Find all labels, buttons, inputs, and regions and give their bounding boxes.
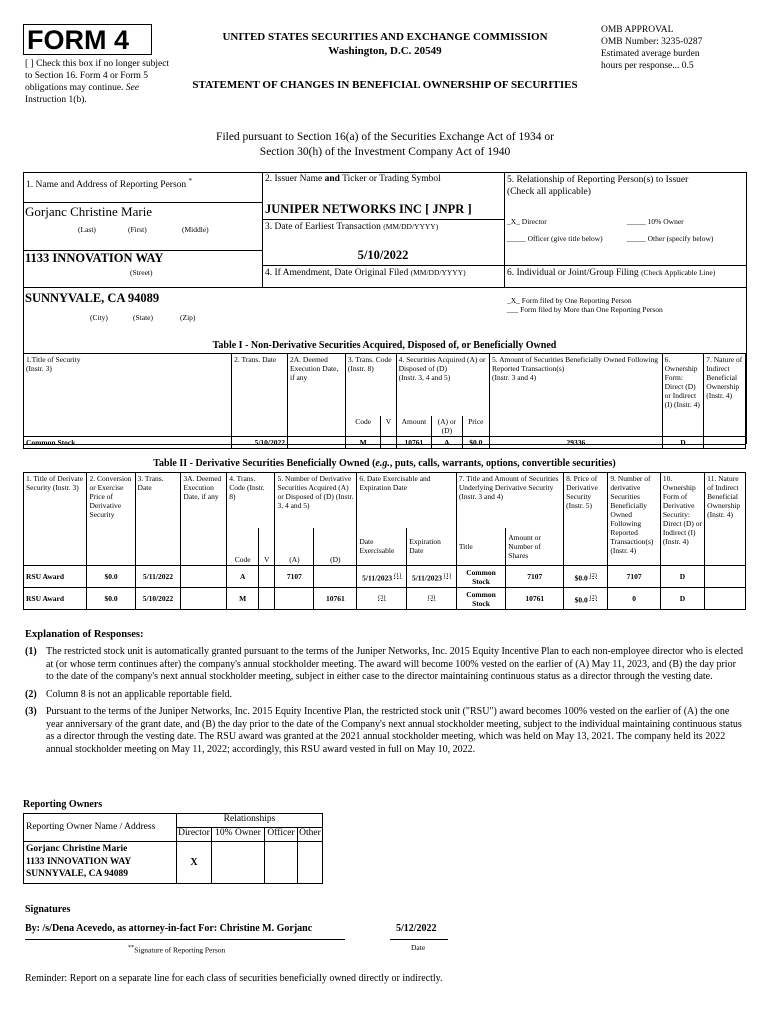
t1-row-form: D: [662, 436, 704, 448]
t2-h-price: 8. Price of Derivative Security (Instr. 5): [564, 473, 608, 566]
t2-h-number: 5. Number of Derivative Securities Acquired (A) or Disposed of (D) (Instr. 3, 4 and 5): [275, 473, 357, 528]
street-label: (Street): [130, 268, 153, 277]
form-title: FORM 4: [27, 25, 130, 55]
t2-h-exercisable: 6. Date Exercisable and Expiration Date: [357, 473, 457, 528]
t2-r2-price: $0.0 $^{(2)}$: [564, 588, 608, 610]
table1: [23, 353, 746, 449]
t2-h-code-sub: Code: [227, 528, 259, 566]
box5-label: 5. Relationship of Reporting Person(s) to Issuer (Check all applicable): [507, 175, 689, 197]
t2-h-form: 10. Ownership Form of Derivative Security: Direct (D) or Indirect (I) (Instr. 4): [660, 473, 704, 566]
owner-ten-mark: [212, 842, 265, 884]
t1-h-code-sub: Code: [345, 416, 381, 437]
t2-h-title: 1. Title of Derivate Security (Instr. 3): [24, 473, 87, 566]
table2: [23, 472, 746, 610]
table-row: [24, 842, 323, 884]
t1-h-price: Price: [462, 416, 489, 437]
other-header: Other: [298, 828, 323, 842]
t1-h-v-sub: V: [381, 416, 396, 437]
filed-by-more: ___ Form filed by More than One Reporting Person: [507, 305, 663, 314]
t1-row-nature: [704, 436, 746, 448]
t1-h-acquired: 4. Securities Acquired (A) or Disposed of (D) (Instr. 3, 4 and 5): [396, 354, 489, 416]
ten-pct-header: 10% Owner: [212, 828, 265, 842]
last-label: (Last): [78, 225, 96, 234]
t2-r2-code: M: [227, 588, 259, 610]
reporting-person-name: Gorjanc Christine Marie: [25, 204, 153, 219]
box2-label: 2. Issuer Name and Ticker or Trading Symbol: [265, 174, 441, 184]
date-label: Date: [411, 943, 426, 952]
t2-r1-owned: 7107: [608, 566, 661, 588]
explanation-list: [25, 646, 745, 756]
earliest-transaction-date: 5/10/2022: [357, 248, 409, 262]
owner-address: Gorjanc Christine Marie 1133 INNOVATION WAY SUNNYVALE, CA 94089: [24, 842, 177, 884]
zip-label: (Zip): [180, 313, 196, 322]
t2-r1-amt: 7107: [506, 566, 564, 588]
statement-title: STATEMENT OF CHANGES IN BENEFICIAL OWNERSHIP OF SECURITIES: [192, 79, 578, 91]
owner-officer-mark: [265, 842, 298, 884]
t2-r1-d: [314, 566, 357, 588]
state-label: (State): [133, 313, 153, 322]
t2-r1-ttl: Common Stock: [456, 566, 505, 588]
street-address: 1133 INNOVATION WAY: [25, 251, 164, 265]
t1-row-code: M: [345, 436, 381, 448]
t2-r2-date: 5/10/2022: [135, 588, 181, 610]
form-title-box: [23, 24, 152, 55]
officer-check: _____ Officer (give title below): [507, 234, 603, 243]
owner-name-header: Reporting Owner Name / Address: [24, 814, 177, 842]
footnote-1: (1) The restricted stock unit is automatically granted pursuant to the terms of the Juniper Networks, Inc. 2015 Equity Incentive Plan to each non-employee director who is elected at (or whose term continues after) the company's annual stockholder meeting. The award will become 100% vested on the earlier of (A) May 11, 2023, and (B) the day prior to the date of the company's next annual stockholder meeting, subject in either case to the director maintaining continuous status as a director through the vesting date.: [25, 646, 744, 682]
other-check: _____ Other (specify below): [627, 234, 714, 243]
t2-r2-title: RSU Award: [24, 588, 87, 610]
ten-pct-owner-check: _____ 10% Owner: [627, 217, 684, 226]
signatures-title: Signatures: [25, 904, 71, 915]
owner-other-mark: [298, 842, 323, 884]
t2-h-amt: Amount or Number of Shares: [506, 528, 564, 566]
t1-h-owned: 5. Amount of Securities Beneficially Owned Following Reported Transaction(s) (Instr. 3 and 4): [490, 354, 663, 437]
t2-r2-deemed: [181, 588, 227, 610]
t2-h-code: 4. Trans. Code (Instr. 8): [227, 473, 275, 528]
footnote-2: (2) Column 8 is not an applicable reportable field.: [25, 688, 233, 700]
t1-h-nature: 7. Nature of Indirect Beneficial Ownership (Instr. 4): [704, 354, 746, 437]
table-row: [24, 436, 746, 448]
t2-r2-d: 10761: [314, 588, 357, 610]
t1-h-date: 2. Trans. Date: [232, 354, 288, 437]
signature-date: 5/12/2022: [396, 923, 437, 934]
director-header: Director: [177, 828, 212, 842]
t1-row-price: $0.0: [462, 436, 489, 448]
t2-r2-nature: [705, 588, 746, 610]
signature-label: **Signature of Reporting Person: [128, 944, 226, 955]
t2-r2-v: [259, 588, 275, 610]
t1-h-code: 3. Trans. Code (Instr. 8): [345, 354, 396, 416]
t1-row-deemed: [288, 436, 346, 448]
t2-r2-conv: $0.0: [87, 588, 135, 610]
t2-h-v-sub: V: [259, 528, 275, 566]
relationships-header: Relationships: [177, 814, 323, 828]
signature-by: By: /s/Dena Acevedo, as attorney-in-fact For: Christine M. Gorjanc: [25, 923, 313, 934]
t2-r1-form: D: [660, 566, 704, 588]
t1-row-owned: 29336: [490, 436, 663, 448]
reporting-owners-table: [23, 813, 323, 884]
t2-h-a: (A): [275, 528, 314, 566]
omb-hours: hours per response... 0.5: [601, 61, 694, 71]
table-row: [24, 566, 746, 588]
t2-r2-ex: (3): [357, 588, 407, 610]
table2-title: Table II - Derivative Securities Beneficially Owned (e.g., puts, calls, warrants, options, convertible securities): [153, 458, 616, 469]
t2-h-underlying: 7. Title and Amount of Securities Underlying Derivative Security (Instr. 3 and 4): [456, 473, 563, 528]
t2-r1-exp: 5/11/2023 $^{(1)}$: [407, 566, 457, 588]
table1-title: Table I - Non-Derivative Securities Acquired, Disposed of, or Beneficially Owned: [212, 340, 557, 351]
t2-h-date: 3. Trans. Date: [135, 473, 181, 566]
t2-r2-amt: 10761: [506, 588, 564, 610]
filed-by-one: _X_ Form filed by One Reporting Person: [507, 296, 632, 305]
t2-r2-ttl: Common Stock: [456, 588, 505, 610]
t2-r1-deemed: [181, 566, 227, 588]
issuer-name: JUNIPER NETWORKS INC [ JNPR ]: [265, 202, 472, 216]
t2-r1-date: 5/11/2022: [135, 566, 181, 588]
t2-r2-a: [275, 588, 314, 610]
t1-h-aod: (A) or (D): [432, 416, 462, 437]
t2-h-d: (D): [314, 528, 357, 566]
omb-number: OMB Number: 3235-0287: [601, 37, 703, 47]
t1-h-title: 1.Title of Security (Instr. 3): [24, 354, 232, 437]
box3-label: 3. Date of Earliest Transaction (MM/DD/YYYY): [265, 222, 439, 232]
explanation-title: Explanation of Responses:: [25, 629, 144, 640]
t2-r2-form: D: [660, 588, 704, 610]
omb-box: [601, 24, 751, 72]
box6-label: 6. Individual or Joint/Group Filing (Check Applicable Line): [507, 268, 716, 278]
footnote-3: (3) Pursuant to the terms of the Juniper Networks, Inc. 2015 Equity Incentive Plan, the restricted stock unit ("RSU") award becomes 100% vested on the earlier of (A) the one year anniversary of the grant date, and (B) the day prior to the date of the Company's next annual stockholder meeting, subject to the individual maintaining continuous status as a director through the vesting date. The RSU award was granted at the 2021 annual stockholder meeting, which was held on May 13, 2021. The company held its 2022 annual stockholder meeting on May 11, 2022; accordingly, this RSU award vested in full on May 10, 2022.: [25, 706, 742, 755]
director-check: _X_ Director: [507, 217, 547, 226]
commission-city: Washington, D.C. 20549: [328, 45, 442, 57]
t1-row-v: [381, 436, 396, 448]
t2-r2-exp: (3): [407, 588, 457, 610]
t2-h-date-ex: Date Exercisable: [357, 528, 407, 566]
officer-header: Officer: [265, 828, 298, 842]
first-label: (First): [128, 225, 147, 234]
t2-r1-a: 7107: [275, 566, 314, 588]
omb-approval: OMB APPROVAL: [601, 25, 674, 35]
reminder-text: Reminder: Report on a separate line for each class of securities beneficially owned directly or indirectly.: [25, 973, 443, 984]
t1-h-amount: Amount: [396, 416, 432, 437]
t2-h-deemed: 3A. Deemed Execution Date, if any: [181, 473, 227, 566]
t2-r1-price: $0.0 $^{(2)}$: [564, 566, 608, 588]
t1-row-amount: 10761: [396, 436, 432, 448]
omb-burden: Estimated average burden: [601, 49, 700, 59]
t1-row-title: Common Stock: [24, 436, 232, 448]
t2-r1-v: [259, 566, 275, 588]
city-label: (City): [90, 313, 108, 322]
t2-r1-code: A: [227, 566, 259, 588]
commission-name: UNITED STATES SECURITIES AND EXCHANGE COMMISSION: [222, 31, 548, 43]
t2-r1-ex: 5/11/2023 $^{(1)}$: [357, 566, 407, 588]
reporting-owners-title: Reporting Owners: [23, 799, 103, 810]
t2-h-conv: 2. Conversion or Exercise Price of Derivative Security: [87, 473, 135, 566]
box1-label: 1. Name and Address of Reporting Person *: [26, 177, 193, 191]
t2-r1-nature: [705, 566, 746, 588]
t1-row-date: 5/10/2022: [232, 436, 288, 448]
t2-h-exp: Expiration Date: [407, 528, 457, 566]
t1-row-aod: A: [432, 436, 462, 448]
t2-r2-owned: 0: [608, 588, 661, 610]
table-row: [24, 588, 746, 610]
city-state-zip: SUNNYVALE, CA 94089: [25, 291, 160, 305]
checkbox-text: [ ] Check this box if no longer subject to Section 16. Form 4 or Form 5 obligations may continue. See Instruction 1(b).: [25, 59, 170, 105]
t2-h-owned: 9. Number of derivative Securities Beneficially Owned Following Reported Transaction(s) (Instr. 4): [608, 473, 661, 566]
owner-director-mark: X: [177, 842, 212, 884]
filed-line-2: Section 30(h) of the Investment Company Act of 1940: [259, 146, 511, 158]
t1-h-form: 6. Ownership Form: Direct (D) or Indirect (I) (Instr. 4): [662, 354, 704, 437]
t2-h-ttl: Title: [456, 528, 505, 566]
t1-h-deemed: 2A. Deemed Execution Date, if any: [288, 354, 346, 437]
t2-r1-title: RSU Award: [24, 566, 87, 588]
middle-label: (Middle): [182, 225, 209, 234]
box4-label: 4. If Amendment, Date Original Filed (MM/DD/YYYY): [265, 268, 466, 278]
filed-line-1: Filed pursuant to Section 16(a) of the Securities Exchange Act of 1934 or: [216, 131, 554, 143]
t2-h-nature: 11. Nature of Indirect Beneficial Ownership (Instr. 4): [705, 473, 746, 566]
t2-r1-conv: $0.0: [87, 566, 135, 588]
